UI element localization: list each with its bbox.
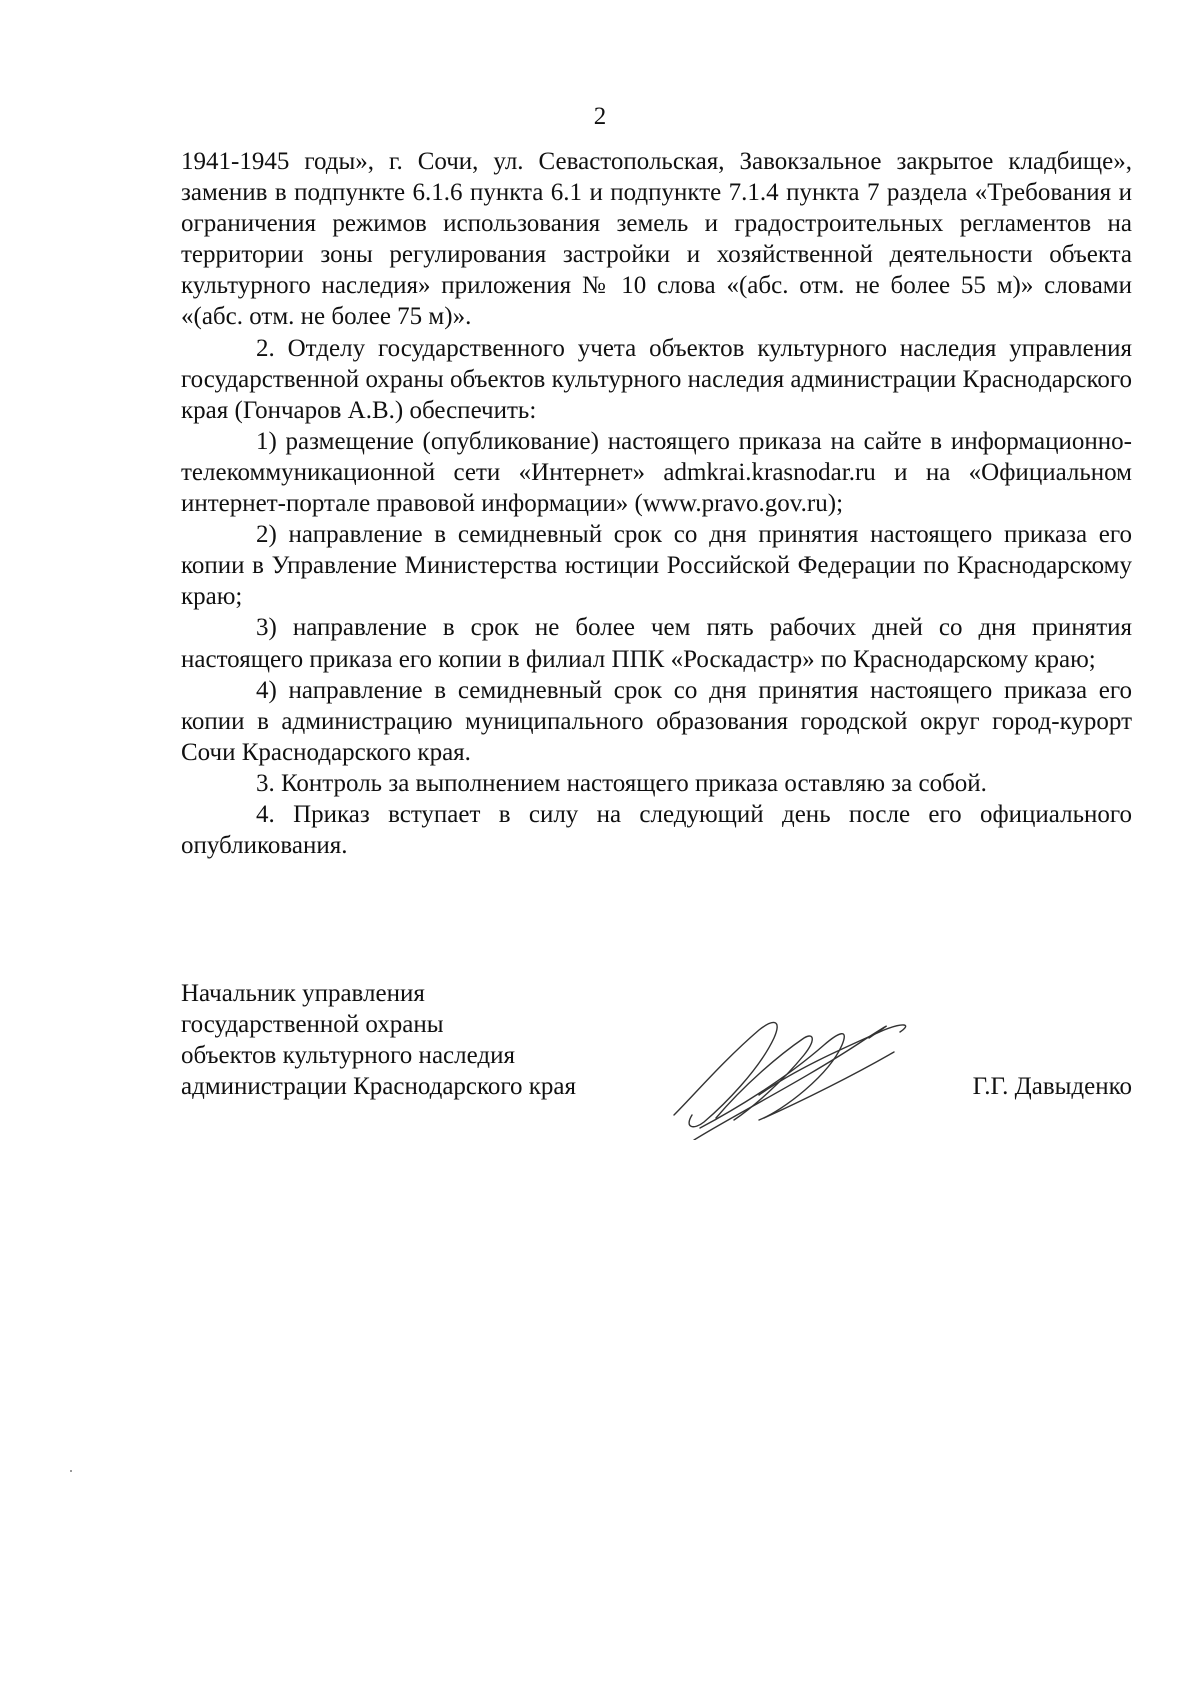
signer-position bbox=[181, 978, 576, 1102]
scan-artifact-dot bbox=[70, 1470, 72, 1472]
page-number: 2 bbox=[593, 103, 607, 130]
paragraph-item-4: 4. Приказ вступает в силу на следующий день после его официального опубликования. bbox=[181, 800, 1132, 860]
signer-name: Г.Г. Давыденко bbox=[972, 1073, 1132, 1100]
paragraph-amendment: 1941-1945 годы», г. Сочи, ул. Севастопольская, Завокзальное закрытое кладбище», заменив в подпункте 6.1.6 пункта 6.1 и подпункте 7.1.4 пункта 7 раздела «Требования и ограничения режимов использования земель и градостроительных регламентов на территории зоны регулирования застройки и хозяйственной деятельности объекта культурного наследия» приложения № 10 слова «(абс. отм. не более 55 м)» словами «(абс. отм. не более 75 м)». bbox=[181, 148, 1132, 331]
signature-block bbox=[181, 978, 1132, 1148]
paragraph-subitem-2: 2) направление в семидневный срок со дня принятия настоящего приказа его копии в Управление Министерства юстиции Российской Федерации по Краснодарскому краю; bbox=[181, 521, 1132, 611]
paragraph-subitem-4: 4) направление в семидневный срок со дня принятия настоящего приказа его копии в администрацию муниципального образования городской округ город-курорт Сочи Краснодарского края. bbox=[181, 676, 1132, 766]
signer-position-line: объектов культурного наследия bbox=[181, 1042, 515, 1069]
signer-position-line: Начальник управления bbox=[181, 980, 425, 1007]
signer-position-line: государственной охраны bbox=[181, 1011, 444, 1038]
paragraph-subitem-1: 1) размещение (опубликование) настоящего приказа на сайте в информационно-телекоммуникационной сети «Интернет» admkrai.krasnodar.ru и на «Официальном интернет-портале правовой информации» (www.pravo.gov.ru); bbox=[181, 427, 1132, 518]
paragraph-item-3: 3. Контроль за выполнением настоящего приказа оставляю за собой. bbox=[256, 769, 987, 797]
signer-position-line: администрации Краснодарского края bbox=[181, 1073, 577, 1100]
handwritten-signature bbox=[664, 1000, 924, 1140]
paragraph-subitem-3: 3) направление в срок не более чем пять рабочих дней со дня принятия настоящего приказа его копии в филиал ППК «Роскадастр» по Краснодарскому краю; bbox=[181, 614, 1132, 673]
paragraph-item-2: 2. Отделу государственного учета объектов культурного наследия управления государственной охраны объектов культурного наследия администрации Краснодарского края (Гончаров А.В.) обеспечить: bbox=[181, 334, 1132, 424]
document-body bbox=[181, 146, 1132, 861]
